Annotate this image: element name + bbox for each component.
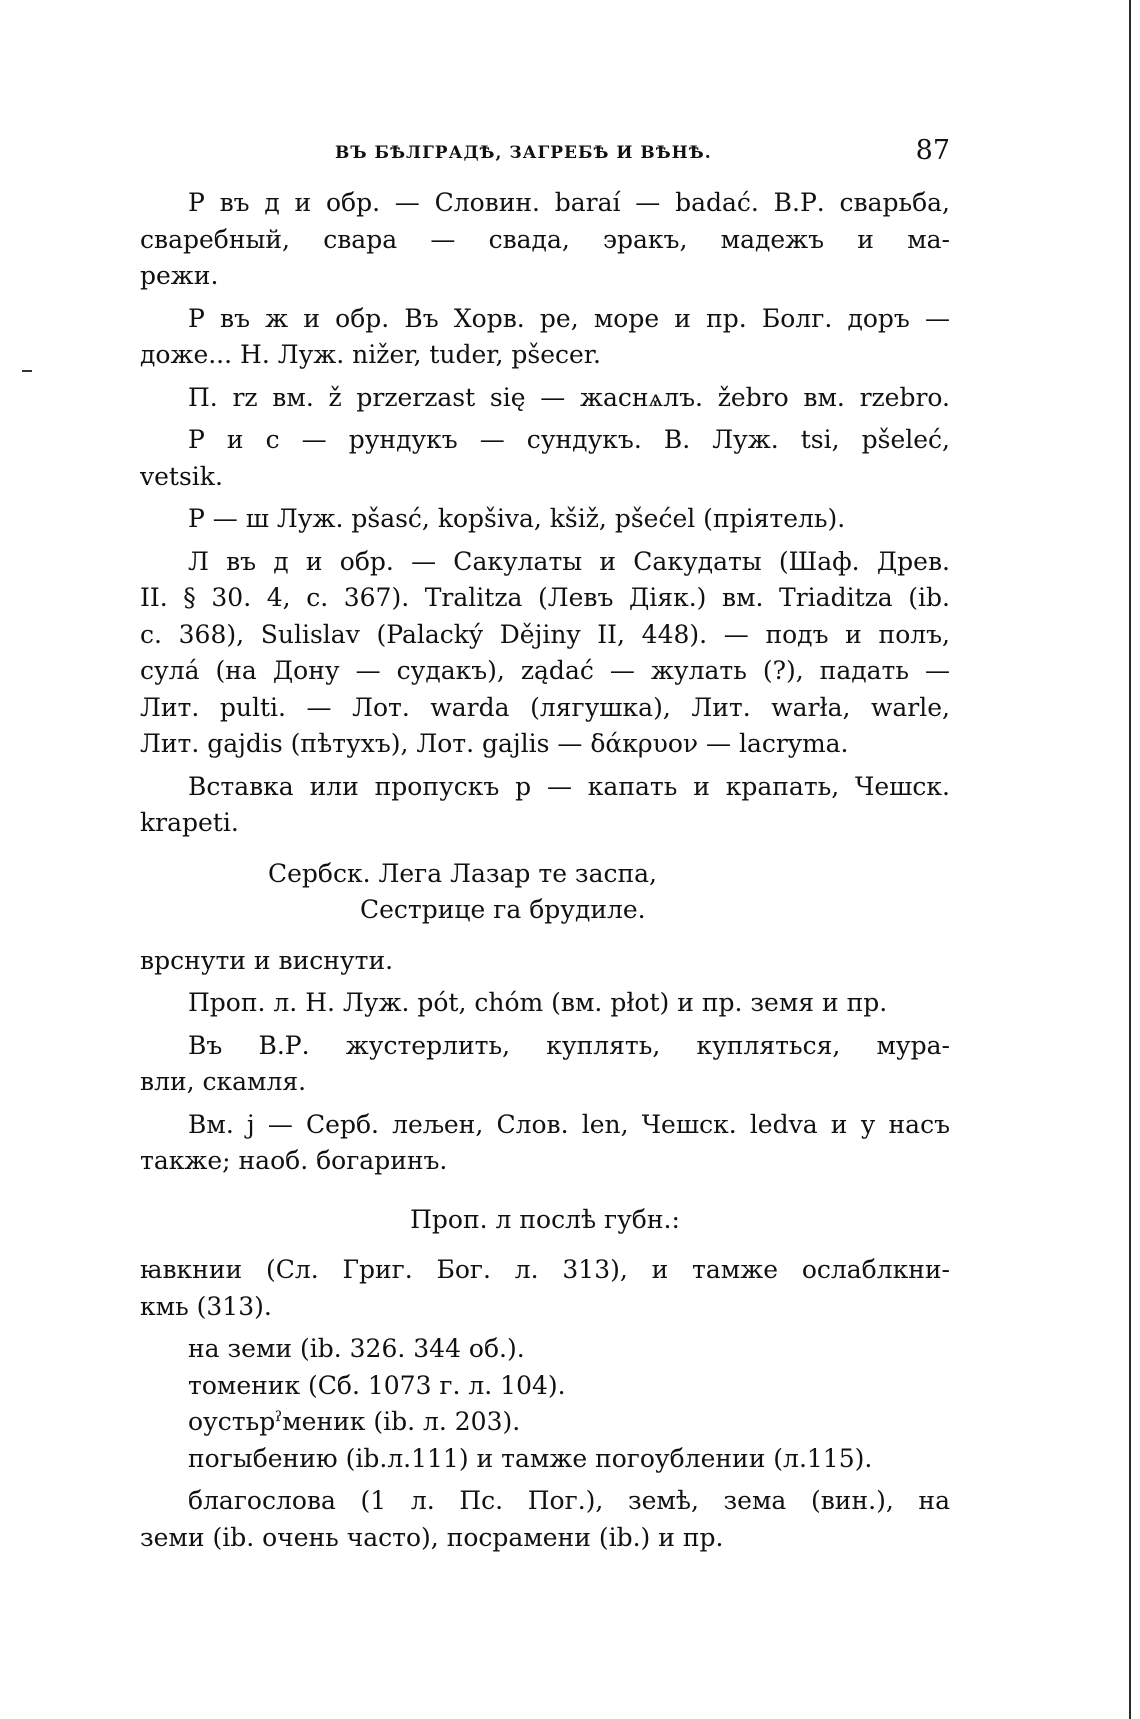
margin-mark [22,370,32,372]
text-line: Р въ ж и обр. Въ Хорв. ре, море и пр. Болг. доръ — [188,303,950,333]
text-line: Проп. л. Н. Луж. pót, chóm (вм. płot) и пр. земя и пр. [188,988,888,1017]
text-line: кмь (313). [140,1291,272,1321]
text-line: П. rz вм. ž przerzast się — жаснѧлъ. žebro вм. rzebro. [188,382,950,412]
text-line: благослова (1 л. Пс. Пог.), земѣ, зема (вин.), на [188,1486,950,1515]
text-line: доже... Н. Луж. nižer, tuder, pšecer. [140,340,601,369]
text-line: сулá (на Дону — судакъ), ządać — жулать (?), падать — [140,656,950,685]
text-line: ꙗвкнии (Сл. Григ. Бог. л. 313), и тамже ослаблкни- [140,1255,950,1284]
text-line: Л въ д и обр. — Сакулаты и Сакудаты (Шаф. Древ. [188,546,950,576]
text-line: Вставка или пропускъ р — капать и крапать, Чешск. [188,771,950,801]
text-line: vetsik. [140,461,223,491]
text-line: II. § 30. 4, с. 367). Tralitza (Левъ Дiяк.) вм. Triaditza (ib. [140,583,950,612]
text-line: земи (ib. очень часто), посрамени (ib.) и пр. [140,1522,724,1552]
text-line: томеник (Сб. 1073 г. л. 104). [188,1370,566,1400]
text-line: на земи (ib. 326. 344 об.). [188,1334,525,1363]
text-line: Р и с — рундукъ — сундукъ. В. Луж. tsi, pšeleć, [188,425,950,454]
text-line: погыбению (ib.л.111) и тамже погоублении (л.115). [188,1443,873,1473]
text-line: врснути и виснути. [140,945,394,975]
text-line: krapeti. [140,808,239,837]
verse-line: Сестрице га брудиле. [360,895,646,924]
scan-edge-rule [1129,0,1131,1719]
text-line: вли, скамля. [140,1067,307,1096]
text-line: Лит. pulti. — Лот. warda (лягушка), Лит. warła, warle, [140,692,950,722]
text-line: с. 368), Sulislav (Palacký Dějiny II, 448). — подъ и полъ, [140,619,950,649]
running-head: ВЪ БѢЛГРАДѢ, ЗАГРЕБѢ И ВѢНѢ. [335,143,712,163]
verse-line: Сербск. Лега Лазар те заспа, [268,858,657,888]
text-line: также; наоб. богаринъ. [140,1146,448,1175]
text-line: оустьрˀменик (ib. л. 203). [188,1407,521,1436]
text-line: Лит. gajdis (пѣтухъ), Лот. gajlis — δάκρυον — lacryma. [140,729,849,758]
text-line: режи. [140,261,219,290]
text-line: Въ В.Р. жустерлить, куплять, купляться, мура- [188,1030,950,1060]
body-text [140,185,950,1556]
text-line: Р въ д и обр. — Словин. baraí — badać. В.Р. сварьба, [188,188,950,217]
page-header [140,135,950,169]
section-heading: Проп. л послѣ губн.: [410,1204,680,1234]
text-line: Р — ш Луж. pšasć, kopšiva, kšiž, pšećel (пріятель). [188,504,846,533]
page-number: 87 [915,135,950,166]
text-line: Вм. j — Серб. лељен, Слов. len, Чешск. ledva и у насъ [188,1109,950,1139]
text-line: сваребный, свара — свада, эракъ, мадежъ и ма- [140,224,950,254]
